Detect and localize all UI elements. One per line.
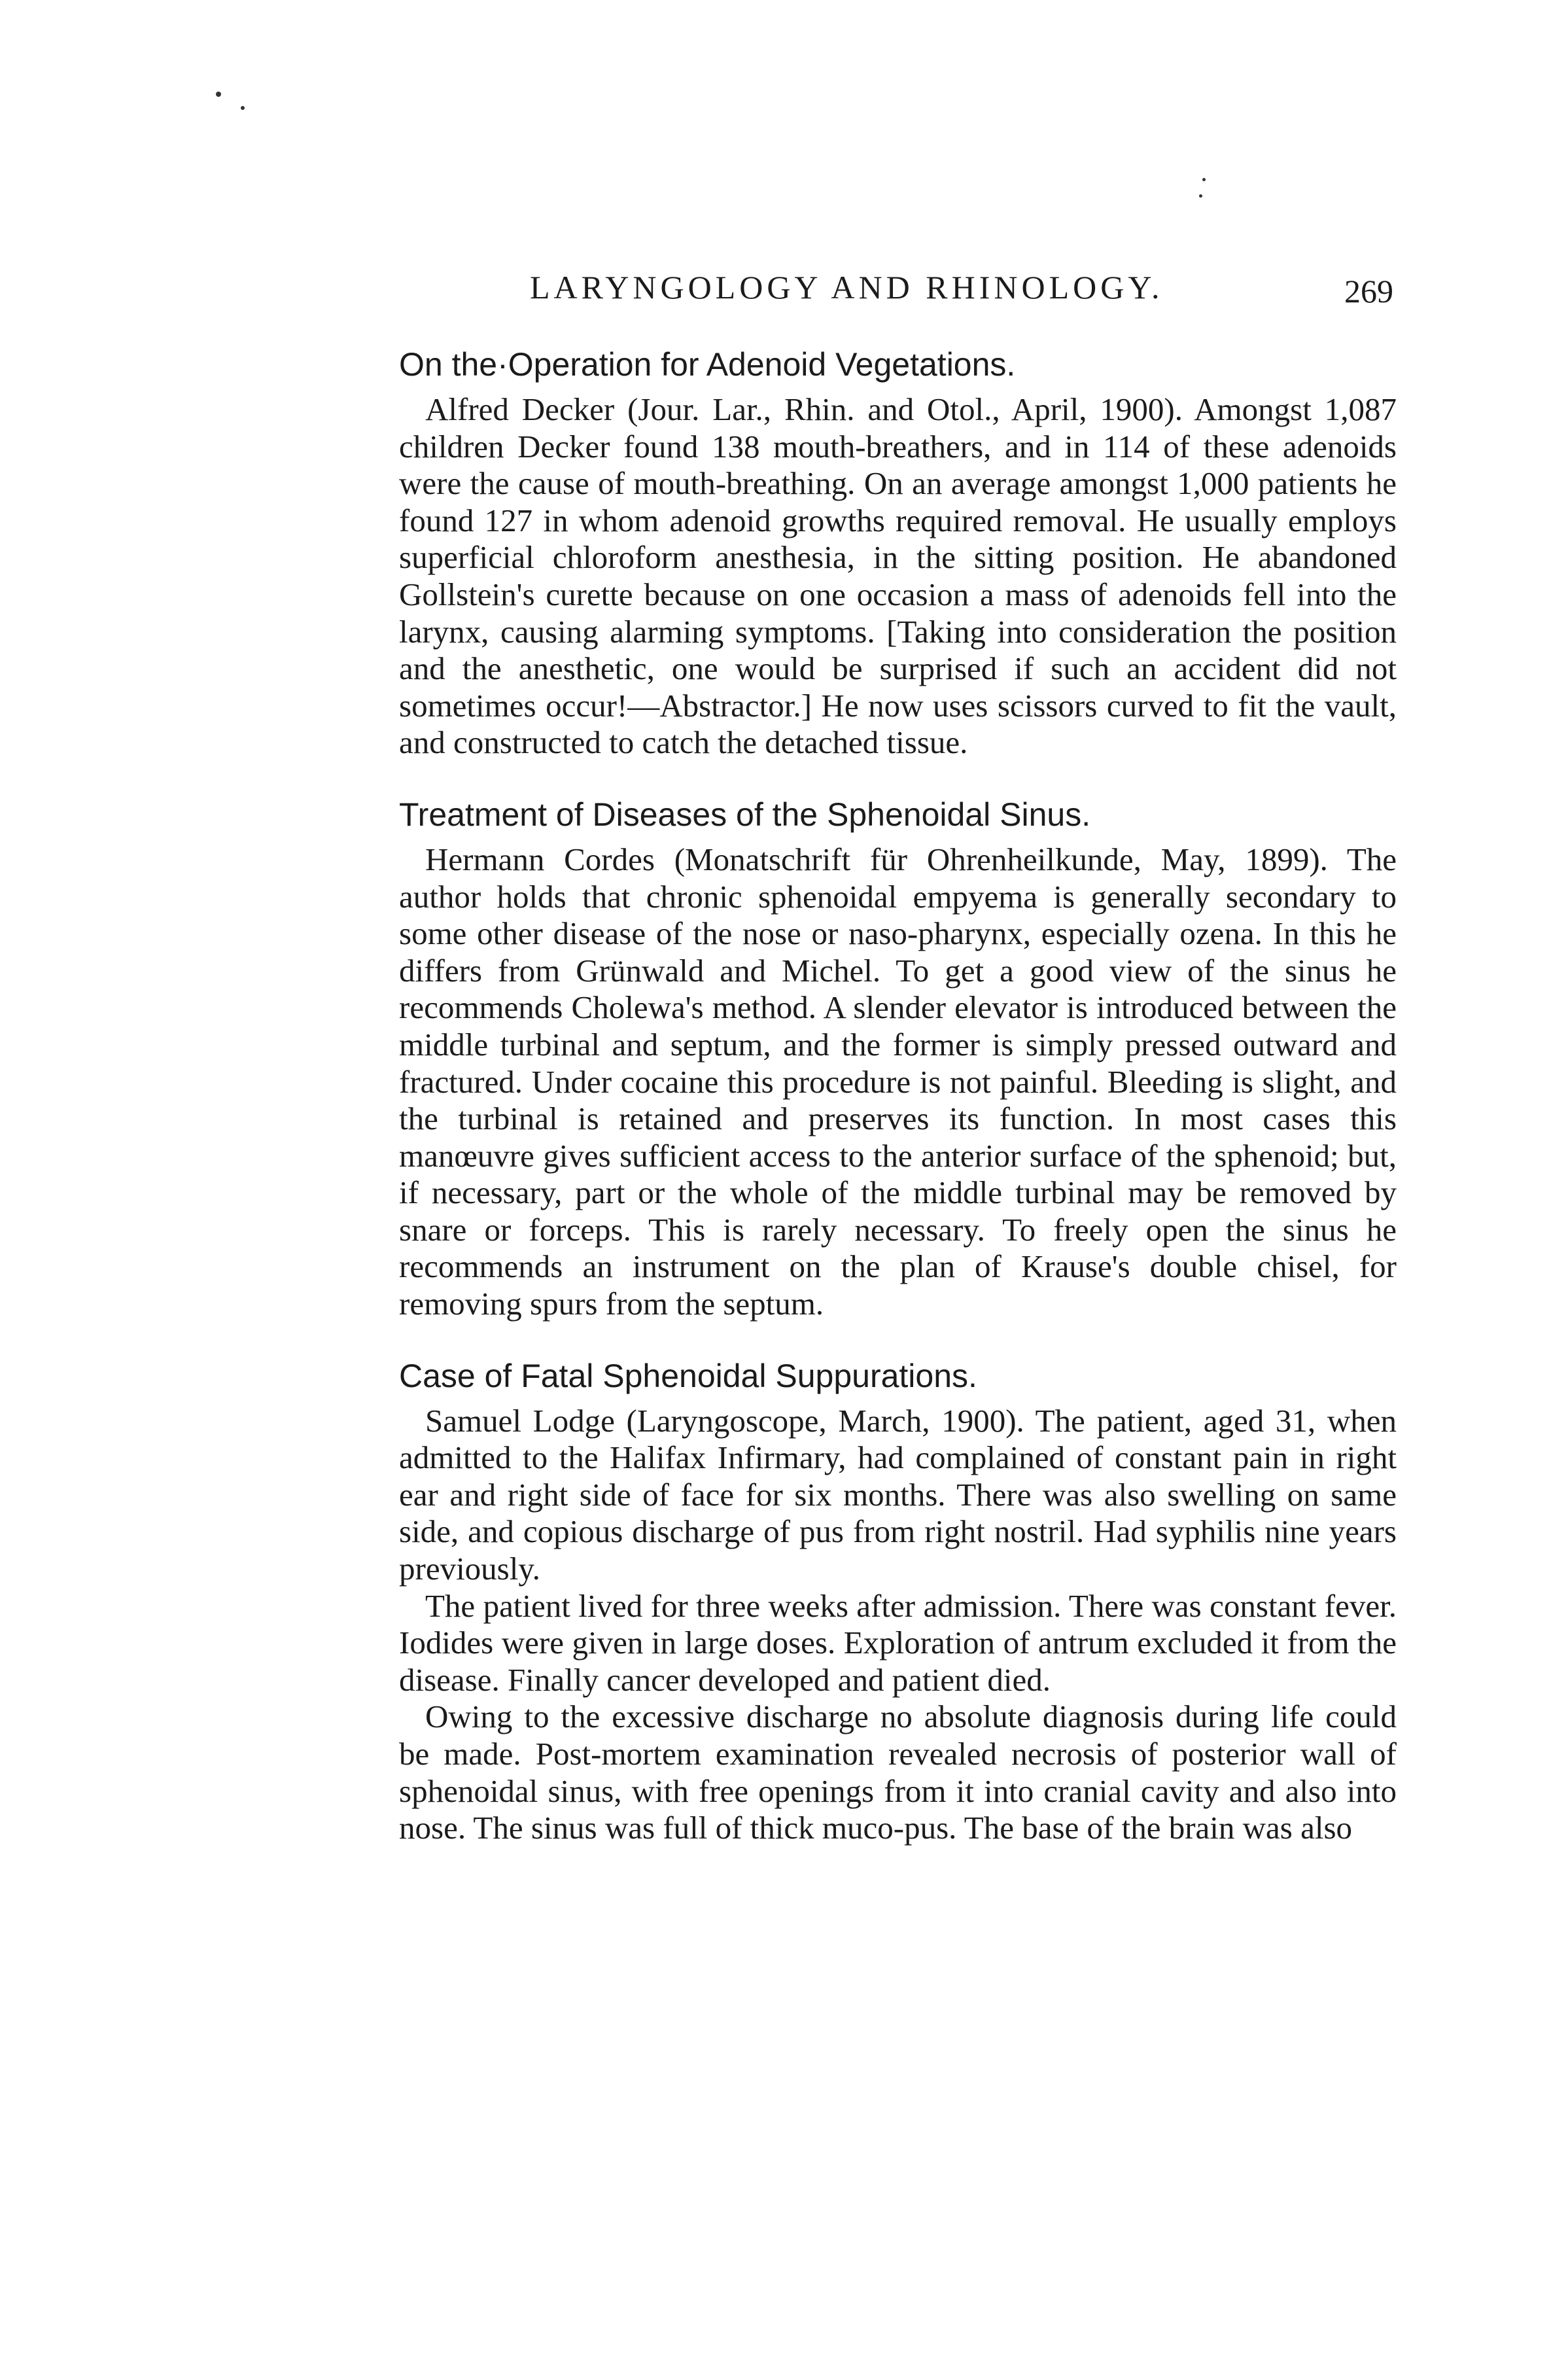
article-body <box>399 340 1397 1876</box>
paragraph: Owing to the excessive discharge no absolute diagnosis during life could be made. Post-mortem examination revealed necrosis of posterior wall of sphenoidal sinus, with free openings from it into cranial cavity and also into nose. The sinus was full of thick muco-pus. The base of the brain was also <box>399 1698 1397 1846</box>
section-adenoid-operation <box>399 340 1397 762</box>
paragraph: Samuel Lodge (Laryngoscope, March, 1900). The patient, aged 31, when admitted to the Halifax Infirmary, had complained of constant pain in right ear and right side of face for six months. There was also swelling on same side, and copious discharge of pus from right nostril. Had syphilis nine years previously. <box>399 1402 1397 1587</box>
scan-speck <box>216 92 221 97</box>
running-head <box>392 268 1393 321</box>
section-heading: Case of Fatal Sphenoidal Suppurations. <box>399 1357 977 1394</box>
scan-speck <box>1202 178 1206 181</box>
paragraph: The patient lived for three weeks after admission. There was constant fever. Iodides were given in large doses. Exploration of antrum excluded it from the disease. Finally cancer developed and patient died. <box>399 1587 1397 1698</box>
section-heading: On the·Operation for Adenoid Vegetations. <box>399 346 1016 383</box>
scan-speck <box>1199 194 1202 198</box>
paragraph: Alfred Decker (Jour. Lar., Rhin. and Otol., April, 1900). Amongst 1,087 children Decker found 138 mouth-breathers, and in 114 of these adenoids were the cause of mouth-breathing. On an average amongst 1,000 patients he found 127 in whom adenoid growths required removal. He usually employs superficial chloroform anesthesia, in the sitting position. He abandoned Gollstein's curette because on one occasion a mass of adenoids fell into the larynx, causing alarming symptoms. [Taking into consideration the position and the anesthetic, one would be surprised if such an accident did not sometimes occur!—Abstractor.] He now uses scissors curved to fit the vault, and constructed to catch the detached tissue. <box>399 391 1397 761</box>
section-heading: Treatment of Diseases of the Sphenoidal Sinus. <box>399 796 1091 833</box>
paragraph: Hermann Cordes (Monatschrift für Ohrenheilkunde, May, 1899). The author holds that chronic sphenoidal empyema is generally secondary to some other disease of the nose or naso-pharynx, especially ozena. In this he differs from Grünwald and Michel. To get a good view of the sinus he recommends Cholewa's method. A slender elevator is introduced between the middle turbinal and septum, and the former is simply pressed outward and fractured. Under cocaine this procedure is not painful. Bleeding is slight, and the turbinal is retained and preserves its function. In most cases this manœuvre gives sufficient access to the anterior surface of the sphenoid; but, if necessary, part or the whole of the middle turbinal may be removed by snare or forceps. This is rarely necessary. To freely open the sinus he recommends an instrument on the plan of Krause's double chisel, for removing spurs from the septum. <box>399 841 1397 1322</box>
page-number: 269 <box>1344 273 1393 309</box>
scan-speck <box>241 106 245 110</box>
section-sphenoidal-sinus-treatment <box>399 790 1397 1323</box>
section-fatal-sphenoidal-suppuration <box>399 1352 1397 1847</box>
running-title: LARYNGOLOGY AND RHINOLOGY. <box>530 269 1164 306</box>
